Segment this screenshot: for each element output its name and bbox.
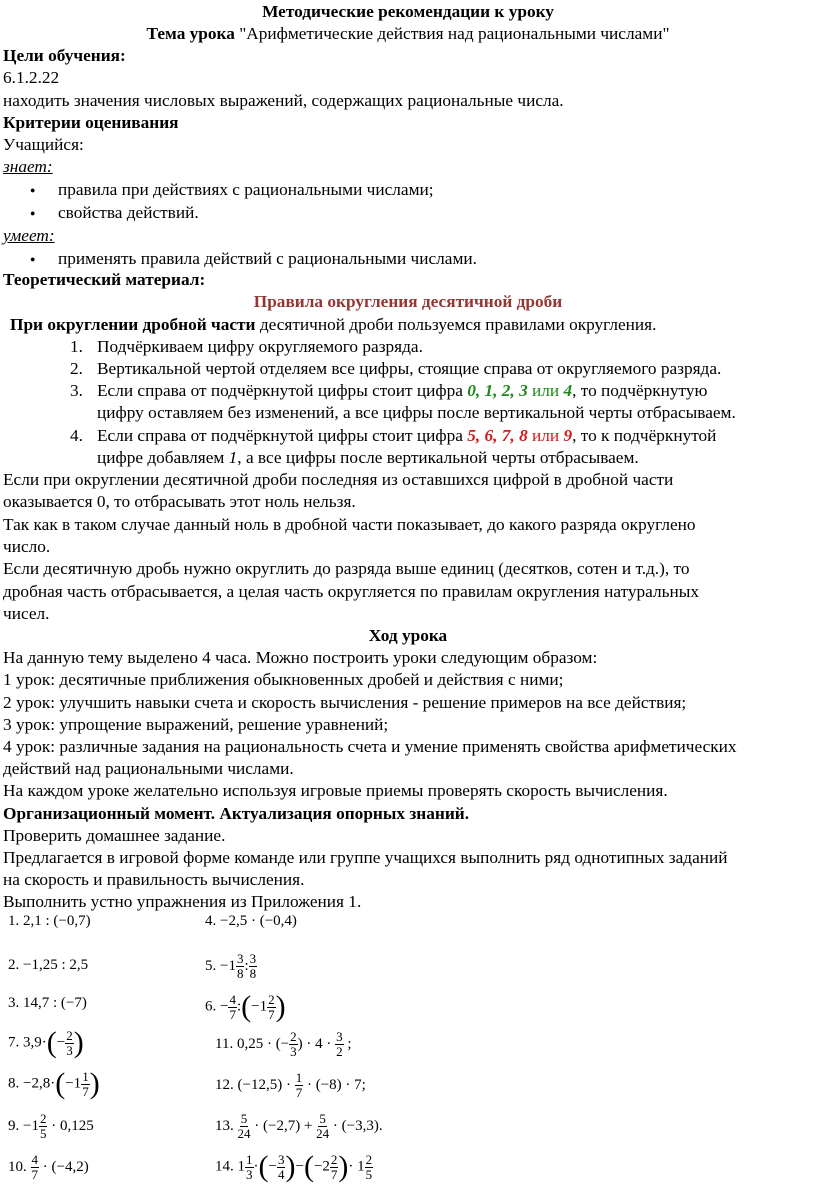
exercise-13 [215,1112,383,1141]
fraction [228,993,237,1022]
denominator: 3 [66,1042,73,1058]
exercise-11-end: ; [347,1035,352,1052]
exercise-11 [215,1030,352,1059]
denominator: 3 [290,1044,297,1059]
step-number: 1. [70,337,83,356]
step4-text2: цифре добавляем [97,448,229,467]
game-text: Предлагается в игровой форме команде или группе учащихся выполнить ряд однотипных заданий [3,848,728,867]
lesson-topic [0,24,816,44]
fraction [365,1153,374,1182]
lesson-heading: Ход урока [368,626,448,645]
fraction [245,1153,254,1182]
exercise-8-text: 8. −2,8· [8,1075,56,1092]
right-paren: ) [338,1150,349,1183]
denominator: 7 [82,1083,89,1099]
theory-heading: Теоретический материал: [3,270,206,289]
exercise-13-text: 13. [215,1117,234,1134]
can-item: применять правила действий с рациональными числами. [58,249,477,268]
exercise-7-sign: − [56,1034,66,1051]
exercise-11-mid: ) · 4 · [297,1035,332,1052]
bullet-icon: ● [30,254,36,264]
numerator: 1 [295,1070,303,1085]
org-heading: Организационный момент. Актуализация опорных знаний. [3,804,470,823]
exercise-8-whole: −1 [65,1075,82,1092]
fraction [238,1112,251,1141]
exercise-7-text: 7. 3,9· [8,1034,47,1051]
denominator: 7 [330,1166,338,1182]
numerator: 3 [336,1029,343,1044]
step3-text: Если справа от подчёркнутой цифры стоит цифра [97,381,468,400]
left-paren: ( [55,1067,66,1100]
lesson-line: 3 урок: упрощение выражений, решение уравнений; [3,715,389,734]
denominator: 2 [336,1044,343,1059]
rules-title: Правила округления десятичной дроби [253,292,563,311]
step4-or: или [527,426,564,445]
criteria-student: Учащийся: [3,135,84,154]
denominator: 7 [295,1085,303,1100]
exercise-6 [205,992,286,1022]
fraction [39,1112,48,1141]
step4-text: Если справа от подчёркнутой цифры стоит цифра [97,426,468,445]
exercise-6-whole: −1 [251,998,268,1015]
step3-or: или [527,381,564,400]
document-title: Методические рекомендации к уроку [262,2,554,21]
numerator: 3 [236,951,244,966]
exercise-4: 4. −2,5 · (−0,4) [205,913,297,929]
exercise-10-rest: · (−4,2) [42,1158,89,1175]
exercise-14-mult: · 1 [348,1158,365,1175]
exercise-5 [205,952,257,981]
step-number: 2. [70,359,83,378]
exercise-14-whole: −2 [313,1158,330,1175]
topic-label: Тема урока [146,24,240,43]
step4-last-digit: 9 [563,426,573,445]
step3-last-digit: 4 [563,381,573,400]
rules-intro-bold: При округлении дробной части [10,315,256,334]
fraction [335,1030,344,1059]
can-label: умеет: [3,226,55,245]
exercise-12-text: 12. (−12,5) · [215,1076,291,1093]
step3-digits: 0, 1, 2, 3 [467,381,528,400]
multiply-sign: · [253,1158,259,1175]
exercise-9-text: 9. −1 [8,1117,39,1134]
fraction [65,1029,74,1058]
exercise-13-end: · (−3,3). [332,1117,383,1134]
right-paren: ) [89,1067,100,1100]
rules-intro [10,315,656,335]
exercise-9-rest: · 0,125 [51,1117,94,1134]
knows-label: знает: [3,157,53,176]
denominator: 4 [277,1166,285,1182]
right-paren: ) [285,1150,296,1183]
left-paren: ( [303,1150,314,1183]
lesson-line: На каждом уроке желательно используя игровые приемы проверять скорость вычисления. [3,781,668,800]
left-paren: ( [46,1026,57,1059]
exercise-8 [8,1069,100,1099]
exercise-14-text: 14. 1 [215,1158,245,1175]
numerator: 2 [290,1029,297,1044]
exercise-3: 3. 14,7 : (−7) [8,995,87,1011]
goals-code: 6.1.2.22 [3,68,60,87]
fraction [316,1112,329,1141]
step4-digits: 5, 6, 7, 8 [467,426,528,445]
step4-text-end: , то к подчёркнутой [572,426,717,445]
fraction [295,1071,304,1100]
step3-text-end: , то подчёркнутую [572,381,708,400]
numerator: 2 [39,1111,47,1126]
numerator: 4 [229,991,236,1007]
bullet-icon: ● [30,208,36,218]
exercise-10-text: 10. [8,1158,27,1175]
rules-intro-rest: десятичной дроби пользуемся правилами округления. [255,315,657,334]
fraction [81,1070,90,1099]
denominator: 7 [229,1006,236,1022]
lesson-line: 1 урок: десятичные приближения обыкновенных дробей и действия с ними; [3,670,564,689]
right-paren: ) [275,990,286,1023]
exercise-12 [215,1071,366,1100]
oral-exercises: Выполнить устно упражнения из Приложения 1. [3,892,362,911]
numerator: 2 [66,1027,73,1043]
goals-heading: Цели обучения: [3,46,126,65]
numerator: 1 [246,1151,253,1167]
exercise-10 [8,1153,89,1182]
exercise-2: 2. −1,25 : 2,5 [8,957,89,973]
numerator: 5 [319,1111,326,1126]
exercise-14 [215,1152,373,1182]
step-text: Подчёркиваем цифру округляемого разряда. [97,337,423,356]
minus-sign: − [295,1158,304,1175]
denominator: 5 [365,1166,373,1182]
exercise-5-text: 5. −1 [205,957,236,974]
left-paren: ( [258,1150,269,1183]
denominator: 8 [249,966,257,981]
exercise-6-text: 6. − [205,998,229,1015]
denominator: 7 [268,1006,275,1022]
numerator: 3 [249,951,257,966]
lesson-line: действий над рациональными числами. [3,759,294,778]
fraction [31,1153,40,1182]
numerator: 5 [240,1111,248,1126]
theory-paragraph: Так как в таком случае данный ноль в дробной части показывает, до какого разряда округлено [3,515,696,534]
step3-line1 [97,381,707,401]
numerator: 3 [277,1151,285,1167]
numerator: 4 [31,1152,38,1167]
numerator: 2 [268,991,275,1007]
lesson-line: 4 урок: различные задания на рациональность счета и умение применять свойства арифметических [3,737,737,756]
minus-sign: − [268,1158,277,1175]
fraction [289,1030,298,1059]
exercise-12-rest: · (−8) · 7; [306,1076,366,1093]
bullet-icon: ● [30,185,36,195]
goals-text: находить значения числовых выражений, содержащих рациональные числа. [3,91,564,110]
theory-paragraph: число. [3,537,51,556]
check-homework: Проверить домашнее задание. [3,826,226,845]
criteria-heading: Критерии оценивания [3,113,179,132]
lesson-line: На данную тему выделено 4 часа. Можно построить уроки следующим образом: [3,648,598,667]
lesson-line: 2 урок: улучшить навыки счета и скорость вычисления - решение примеров на все действия; [3,693,687,712]
denominator: 3 [246,1166,253,1182]
numerator: 2 [365,1151,373,1167]
step4-line1 [97,426,716,446]
theory-paragraph: оказывается 0, то отбрасывать этот ноль нельзя. [3,492,356,511]
numerator: 2 [330,1151,338,1167]
step4-line2 [97,448,639,468]
step4-one: 1 [228,448,238,467]
division-sign: : [236,998,242,1015]
right-paren: ) [73,1026,84,1059]
exercise-7 [8,1028,84,1058]
fraction [249,952,258,981]
theory-paragraph: Если при округлении десятичной дроби последняя из оставшихся цифрой в дробной части [3,470,674,489]
knows-item: правила при действиях с рациональными числами; [58,180,434,199]
step-text: Вертикальной чертой отделяем все цифры, стоящие справа от округляемого разряда. [97,359,722,378]
fraction [267,993,276,1022]
left-paren: ( [241,990,252,1023]
exercise-9 [8,1112,94,1141]
denominator: 5 [39,1126,47,1141]
exercise-1: 1. 2,1 : (−0,7) [8,913,91,929]
denominator: 24 [237,1126,251,1141]
game-text: на скорость и правильность вычисления. [3,870,305,889]
exercise-13-mid: · (−2,7) + [254,1117,313,1134]
step3-line2: цифру оставляем без изменений, а все цифры после вертикальной черты отбрасываем. [97,403,736,422]
step-number: 3. [70,381,83,400]
numerator: 1 [82,1068,89,1084]
theory-paragraph: дробная часть отбрасывается, а целая часть округляется по правилам округления натуральных [3,582,699,601]
exercise-11-text: 11. 0,25 · (− [215,1035,290,1052]
theory-paragraph: Если десятичную дробь нужно округлить до разряда выше единиц (десятков, сотен и т.д.), то [3,559,690,578]
step4-text3: , а все цифры после вертикальной черты отбрасываем. [237,448,639,467]
theory-paragraph: чисел. [3,604,50,623]
topic-value: "Арифметические действия над рациональными числами" [239,24,670,43]
division-sign: : [244,957,249,974]
denominator: 24 [316,1126,330,1141]
denominator: 7 [31,1167,38,1182]
knows-item: свойства действий. [58,203,199,222]
denominator: 8 [236,966,244,981]
step-number: 4. [70,426,83,445]
